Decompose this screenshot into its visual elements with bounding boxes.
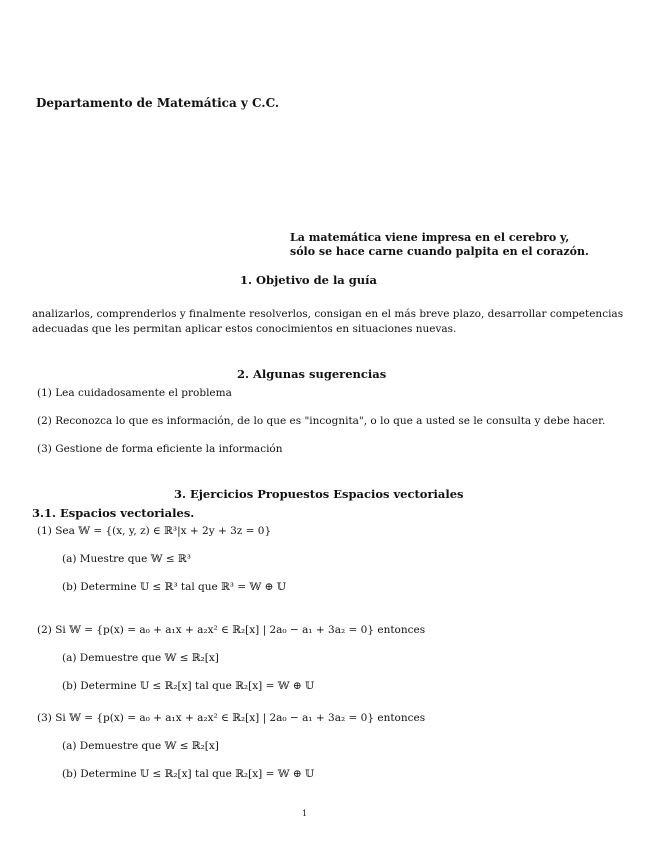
suggestion-item: (1) Lea cuidadosamente el problema — [37, 387, 232, 399]
exercise-3-part-a: (a) Demuestre que 𝕎 ≤ ℝ₂[x] — [62, 740, 219, 752]
exercise-3-part-b: (b) Determine 𝕌 ≤ ℝ₂[x] tal que ℝ₂[x] = 𝕎 ⊕ 𝕌 — [62, 768, 315, 780]
exercise-1-part-a: (a) Muestre que 𝕎 ≤ ℝ³ — [62, 553, 191, 565]
subsection-title: 3.1. Espacios vectoriales. — [32, 506, 195, 520]
epigraph-line-2: sólo se hace carne cuando palpita en el corazón. — [290, 245, 589, 258]
epigraph-line-1: La matemática viene impresa en el cerebro y, — [290, 231, 570, 244]
page-number: 1 — [302, 809, 308, 818]
section-3-title: 3. Ejercicios Propuestos Espacios vectoriales — [174, 487, 464, 501]
exercise-2-part-a: (a) Demuestre que 𝕎 ≤ ℝ₂[x] — [62, 652, 219, 664]
exercise-1-part-b: (b) Determine 𝕌 ≤ ℝ³ tal que ℝ³ = 𝕎 ⊕ 𝕌 — [62, 581, 286, 593]
suggestion-item: (3) Gestione de forma eficiente la información — [37, 443, 283, 455]
exercise-3-statement: (3) Si 𝕎 = {p(x) = a₀ + a₁x + a₂x² ∈ ℝ₂[x] | 2a₀ − a₁ + 3a₂ = 0} entonces — [37, 712, 426, 724]
exercise-1-statement: (1) Sea 𝕎 = {(x, y, z) ∈ ℝ³|x + 2y + 3z = 0} — [37, 525, 272, 537]
department-header: Departamento de Matemática y C.C. — [36, 96, 280, 110]
exercise-2-part-b: (b) Determine 𝕌 ≤ ℝ₂[x] tal que ℝ₂[x] = 𝕎 ⊕ 𝕌 — [62, 680, 315, 692]
exercise-2-statement: (2) Si 𝕎 = {p(x) = a₀ + a₁x + a₂x² ∈ ℝ₂[x] | 2a₀ − a₁ + 3a₂ = 0} entonces — [37, 624, 426, 636]
section-1-text: analizarlos, comprenderlos y finalmente resolverlos, consigan en el más breve plazo, desarrollar competencias adecuadas que les permitan aplicar estos conocimientos en situaciones nuevas. — [32, 308, 624, 335]
suggestion-item: (2) Reconozca lo que es información, de lo que es "incognita", o lo que a usted se le consulta y debe hacer. — [37, 415, 606, 427]
section-2-title: 2. Algunas sugerencias — [237, 367, 387, 381]
section-1-title: 1. Objetivo de la guía — [240, 273, 377, 287]
